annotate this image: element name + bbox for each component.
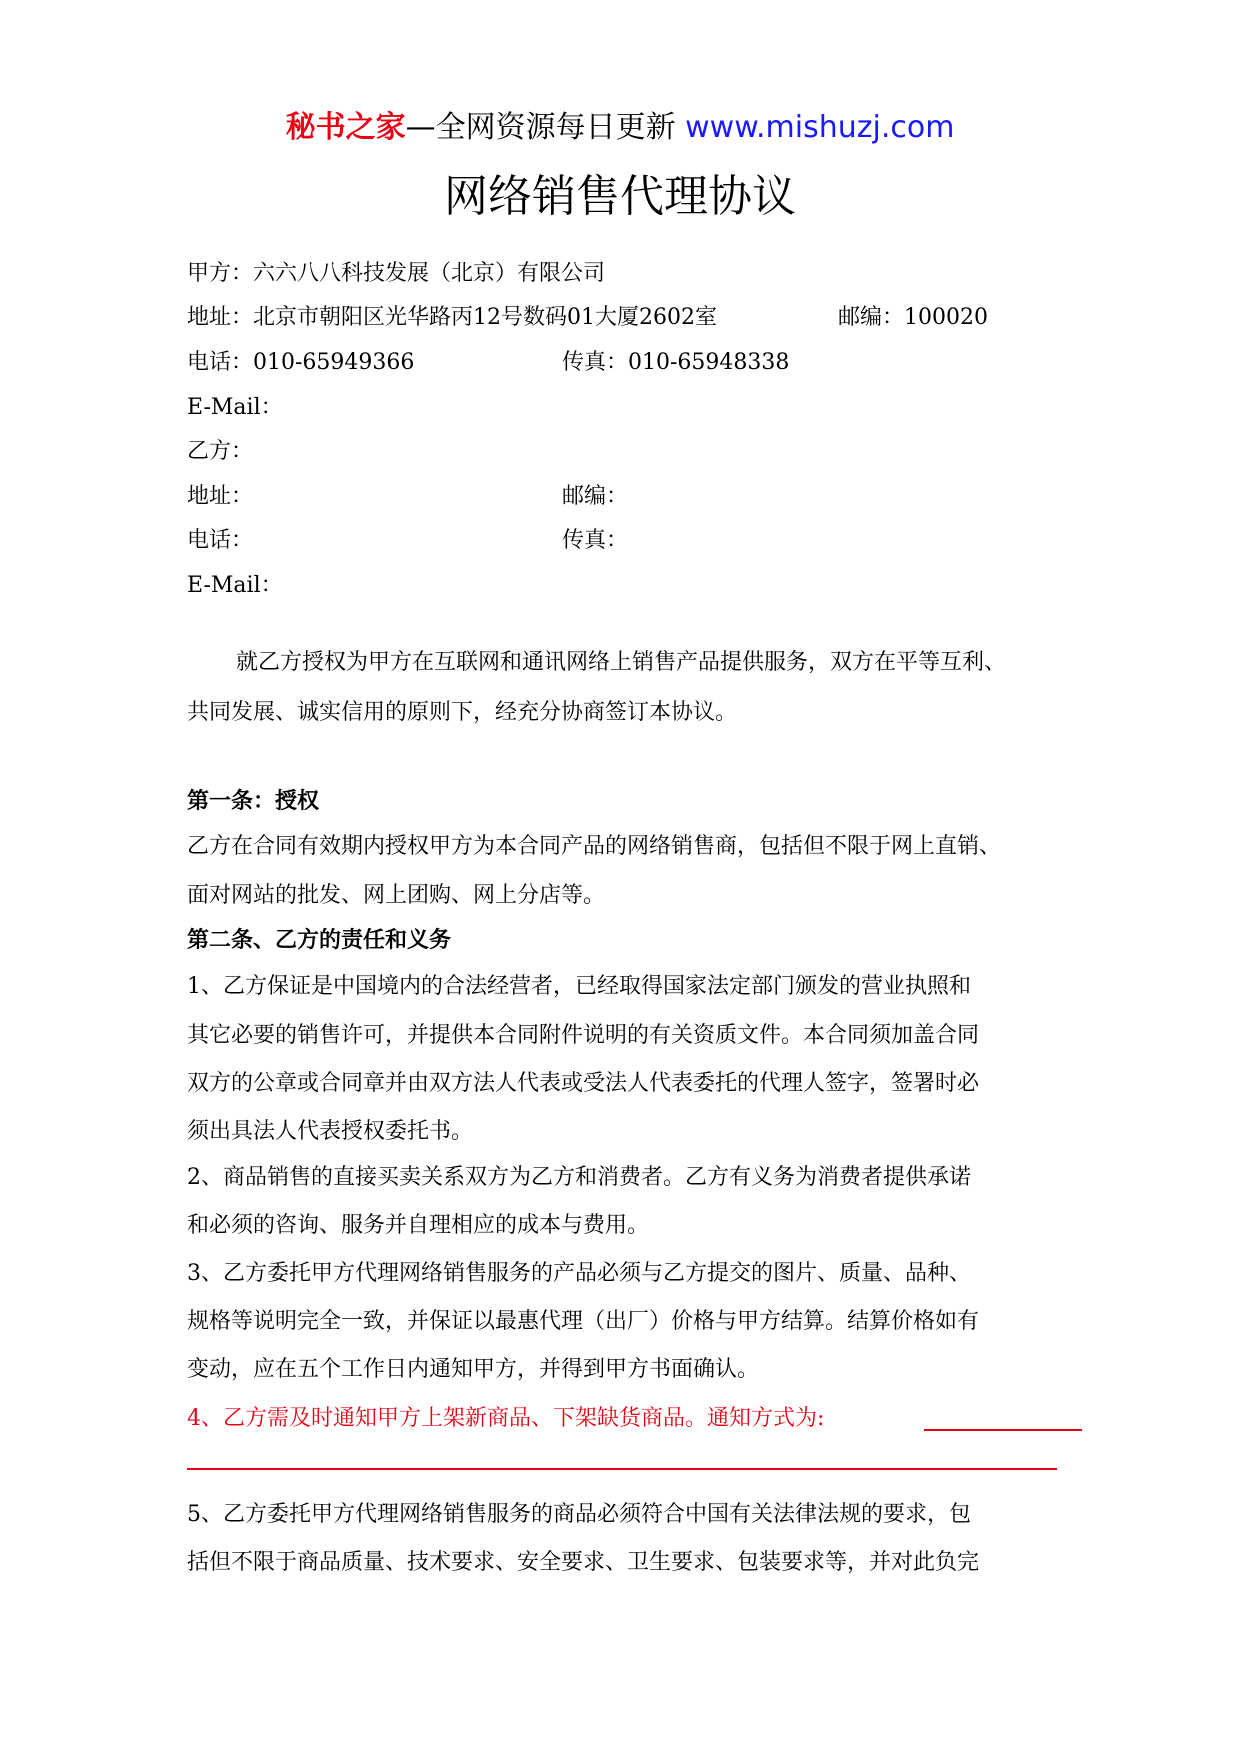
party-a-phone: 电话：010-65949366 [187,350,415,375]
party-b-fax: 传真： [562,528,629,553]
clause-1-line: 须出具法人代表授权委托书。 [187,1119,474,1144]
clause-4-blank-line [924,1429,1082,1431]
clause-3-line: 变动，应在五个工作日内通知甲方，并得到甲方书面确认。 [187,1357,760,1382]
party-b-phone: 电话： [187,528,254,553]
clause-1-line: 双方的公章或合同章并由双方法人代表或受法人代表委托的代理人签字，签署时必 [187,1071,980,1096]
clause-2-line: 和必须的咨询、服务并自理相应的成本与费用。 [187,1213,650,1238]
article-2-heading: 第二条、乙方的责任和义务 [187,928,452,953]
preamble-line: 就乙方授权为甲方在互联网和通讯网络上销售产品提供服务，双方在平等互利、 [236,650,1007,675]
banner-slogan: —全网资源每日更新 [405,110,686,145]
site-banner [0,102,1240,146]
clause-5-line: 5、乙方委托甲方代理网络销售服务的商品必须符合中国有关法律法规的要求，包 [187,1502,971,1527]
party-a-fax: 传真：010-65948338 [562,350,790,375]
article-1-heading: 第一条：授权 [187,789,320,814]
clause-3-line: 规格等说明完全一致，并保证以最惠代理（出厂）价格与甲方结算。结算价格如有 [187,1309,980,1334]
party-b-address: 地址： [187,484,254,509]
article-1-line: 面对网站的批发、网上团购、网上分店等。 [187,883,606,908]
banner-brand: 秘书之家 [285,110,406,145]
document-title: 网络销售代理协议 [444,171,796,222]
clause-4-blank-line-2 [187,1468,1057,1470]
clause-4-text: 4、乙方需及时通知甲方上架新商品、下架缺货商品。通知方式为: [187,1406,825,1431]
banner-url-link[interactable]: www.mishuzj.com [685,110,955,145]
party-a-name: 甲方：六六八八科技发展（北京）有限公司 [187,261,606,286]
party-a-postcode: 邮编：100020 [838,305,988,330]
clause-2-line: 2、商品销售的直接买卖关系双方为乙方和消费者。乙方有义务为消费者提供承诺 [187,1165,971,1190]
party-a-email: E-Mail： [187,395,283,420]
clause-5-line: 括但不限于商品质量、技术要求、安全要求、卫生要求、包装要求等，并对此负完 [187,1550,980,1575]
clause-1-line: 其它必要的销售许可，并提供本合同附件说明的有关资质文件。本合同须加盖合同 [187,1023,980,1048]
clause-1-line: 1、乙方保证是中国境内的合法经营者，已经取得国家法定部门颁发的营业执照和 [187,974,971,999]
article-1-line: 乙方在合同有效期内授权甲方为本合同产品的网络销售商，包括但不限于网上直销、 [187,834,1002,859]
preamble-line: 共同发展、诚实信用的原则下，经充分协商签订本协议。 [187,700,738,725]
party-b-postcode: 邮编： [562,484,629,509]
clause-3-line: 3、乙方委托甲方代理网络销售服务的产品必须与乙方提交的图片、质量、品种、 [187,1261,971,1286]
party-a-address: 地址：北京市朝阳区光华路丙12号数码01大厦2602室 [187,305,717,330]
party-b-name: 乙方： [187,439,254,464]
party-b-email: E-Mail： [187,573,283,598]
